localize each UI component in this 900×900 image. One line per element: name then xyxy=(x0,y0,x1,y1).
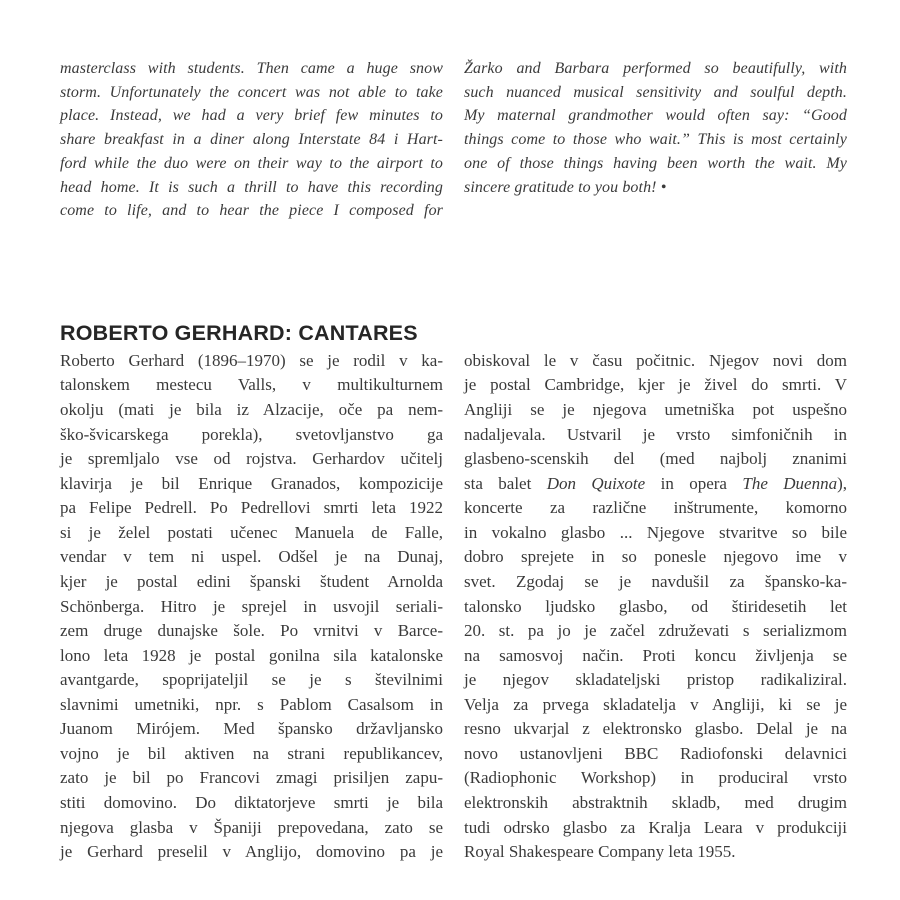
text-line: Angliji se je njegova umetniška pot uspešno xyxy=(464,400,847,420)
text-line: talonskem mestecu Valls, v multikulturnem xyxy=(60,375,443,395)
text-line: je spremljalo vse od rojstva. Gerhardov učitelj xyxy=(60,449,443,469)
booklet-page xyxy=(0,57,900,900)
text-line: stiti domovino. Do diktatorjeve smrti je bila xyxy=(60,793,443,813)
text-line: vendar v tem ni uspel. Odšel je na Dunaj, xyxy=(60,547,443,567)
text-line: je Gerhard preselil v Anglijo, domovino pa je xyxy=(60,842,443,862)
text-line: zem druge dunajske šole. Po vrnitvi v Barce- xyxy=(60,621,443,641)
text-line: pa Felipe Pedrell. Po Pedrellovi smrti leta 1922 xyxy=(60,498,443,518)
italic-work-title: Don Quixote xyxy=(546,473,646,493)
text-line: masterclass with students. Then came a huge snow xyxy=(60,60,443,77)
text-line: such nuanced musical sensitivity and soulful depth. xyxy=(464,83,847,101)
text-line: place. Instead, we had a very brief few minutes to xyxy=(60,107,443,125)
text-line: svet. Zgodaj se je navdušil za špansko-ka- xyxy=(464,571,847,591)
text-line: head home. It is such a thrill to have this recording xyxy=(60,178,443,196)
text-line: glasbeno-scenskih del (med najbolj znanimi xyxy=(464,449,847,469)
text-line: vojno je bil aktiven na strani republikancev, xyxy=(60,743,443,763)
text-line: Roberto Gerhard (1896–1970) se je rodil v ka- xyxy=(60,350,443,370)
article-section xyxy=(0,349,900,865)
text-line: (Radiophonic Workshop) in produciral vrsto xyxy=(464,768,847,788)
intro-left-column xyxy=(60,57,443,223)
intro-section xyxy=(0,57,900,223)
text-line: Schönberga. Hitro je sprejel in usvojil seriali- xyxy=(60,596,443,616)
text-line: ford while the duo were on their way to the airport to xyxy=(60,154,443,172)
text-line: Velja za prvega skladatelja v Angliji, ki se je xyxy=(464,694,847,714)
text-line: je njegov skladateljski pristop radikaliziral. xyxy=(464,670,847,690)
text-line: zato je bil po Francovi zmagi prisiljen zapu- xyxy=(60,768,443,788)
text-line: obiskoval le v času počitnic. Njegov novi dom xyxy=(464,350,847,370)
text-line: ško-švicarskega porekla), svetovljanstvo ga xyxy=(60,424,443,444)
article-heading: ROBERTO GERHARD: CANTARES xyxy=(60,320,418,345)
text-line: 20. st. pa jo je začel združevati s serializmom xyxy=(464,621,847,641)
text-line: talonsko ljudsko glasbo, od štiridesetih let xyxy=(464,596,847,616)
text-line: slavnimi umetniki, npr. s Pablom Casalsom in xyxy=(60,694,443,714)
text-line: My maternal grandmother would often say: “Good xyxy=(464,107,847,125)
text-line: dobro sprejete in so ponesle njegovo ime v xyxy=(464,547,847,567)
text-line: in vokalno glasbo ... Njegove stvaritve so bile xyxy=(464,522,847,542)
text-line: sta balet Don Quixote in opera The Duenna), xyxy=(464,473,847,493)
text-line: share breakfast in a diner along Interstate 84 i Hart- xyxy=(60,131,443,149)
text-line: Juanom Mirójem. Med špansko državljansko xyxy=(60,719,443,739)
italic-work-title: The Duenna xyxy=(742,473,838,493)
text-line: tudi odrsko glasbo za Kralja Leara v produkciji xyxy=(464,817,847,837)
text-line: sincere gratitude to you both! • xyxy=(464,178,667,196)
article-left-column xyxy=(60,349,443,865)
text-line: Royal Shakespeare Company leta 1955. xyxy=(464,842,736,862)
text-line: je postal Cambridge, kjer je živel do smrti. V xyxy=(464,375,847,395)
text-line: come to life, and to hear the piece I composed for xyxy=(60,202,443,220)
text-line: things come to those who wait.” This is most certainly xyxy=(464,131,847,149)
text-line: avantgarde, spoprijateljil se je s številnimi xyxy=(60,670,443,690)
article-right-column xyxy=(464,349,847,865)
text-line: elektronskih abstraktnih skladb, med drugim xyxy=(464,793,847,813)
text-line: novo ustanovljeni BBC Radiofonski delavnici xyxy=(464,743,847,763)
text-line: storm. Unfortunately the concert was not able to take xyxy=(60,83,443,101)
text-line: si je želel postati učenec Manuela de Falle, xyxy=(60,522,443,542)
text-line: Žarko and Barbara performed so beautifully, with xyxy=(464,60,847,77)
text-line: resno ukvarjal z elektronsko glasbo. Delal je na xyxy=(464,719,847,739)
text-line: one of those things having been worth the wait. My xyxy=(464,154,847,172)
text-line: kjer je postal edini španski študent Arnolda xyxy=(60,571,443,591)
intro-right-column xyxy=(464,57,847,223)
text-line: nadaljevala. Ustvaril je vrsto simfoničnih in xyxy=(464,424,847,444)
text-line: koncerte za različne inštrumente, komorno xyxy=(464,498,847,518)
text-line: okolju (mati je bila iz Alzacije, oče pa nem- xyxy=(60,400,443,420)
text-line: klavirja je bil Enrique Granados, kompozicije xyxy=(60,473,443,493)
text-line: lono leta 1928 je postal gonilna sila katalonske xyxy=(60,645,443,665)
text-line: na samosvoj način. Proti koncu življenja se xyxy=(464,645,847,665)
text-line: njegova glasba v Španiji prepovedana, zato se xyxy=(60,817,443,837)
